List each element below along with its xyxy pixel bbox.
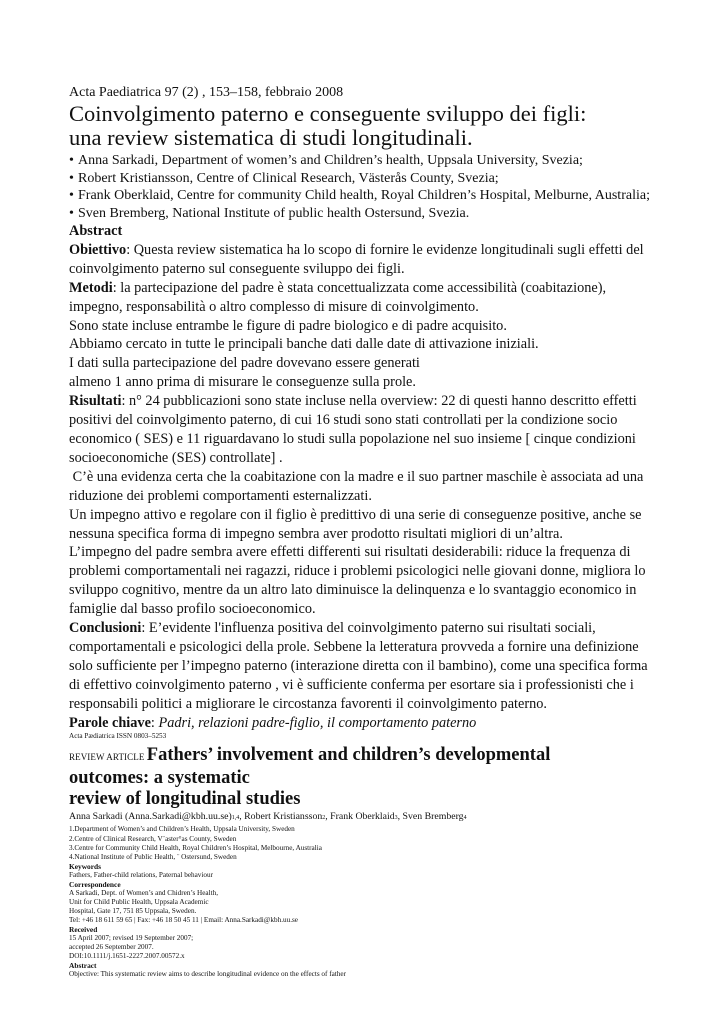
bullet-icon: • xyxy=(69,205,74,221)
article-type-label: REVIEW ARTICLE xyxy=(69,752,147,763)
journal-citation: Acta Paediatrica 97 (2) , 153–158, febbraio 2008 xyxy=(69,85,344,100)
metodi-paragraph-3: Abbiamo cercato in tutte le principali banche dati dalle date di attivazione iniziali. xyxy=(69,336,539,353)
italian-title-line-1: Coinvolgimento paterno e conseguente sviluppo dei figli: xyxy=(69,101,587,126)
affiliation-item: 4.National Institute of Public Health, ¨ Ostersund, Sweden xyxy=(69,853,237,862)
author-item: • Sven Bremberg, National Institute of public health Ostersund, Svezia. xyxy=(69,205,470,221)
keywords-label: Keywords xyxy=(69,862,102,872)
bullet-icon: • xyxy=(69,188,74,203)
affiliation-item: 2.Centre of Clinical Research, V¨aster°as County, Sweden xyxy=(69,834,237,843)
obiettivo-paragraph: Obiettivo: Questa review sistematica ha lo scopo di fornire le evidenze longitudinali sugli effetti del coinvolgimento paterno sul conseguente sviluppo dei figli. xyxy=(69,241,644,277)
metodi-paragraph: Metodi: la partecipazione del padre è stata concettualizzata come accessibilità (coabitazione), impegno, responsabilità o altro complesso di misure di coinvolgimento. xyxy=(69,279,607,315)
issn-line: Acta Pædiatrica ISSN 0803–5253 xyxy=(69,732,167,741)
affiliation-item: 3.Centre for Community Child Health, Royal Children’s Hospital, Melbourne, Australia xyxy=(69,843,322,852)
parole-chiave-label: Parole chiave xyxy=(69,714,151,731)
contact-line: Tel: +46 18 611 59 65 | Fax: +46 18 50 45 11 | Email: Anna.Sarkadi@kbh.uu.se xyxy=(69,916,298,925)
risultati-label: Risultati xyxy=(69,393,122,410)
risultati-paragraph-2: C’è una evidenza certa che la coabitazione con la madre e il suo partner maschile è associata ad una riduzione dei problemi comportamenti esternalizzati. xyxy=(69,468,647,504)
risultati-paragraph-4: L’impegno del padre sembra avere effetti differenti sui risultati desiderabili: riduce la frequenza di problemi comportamentali nei ragazzi, riduce i problemi psicologici nelle giovani donne, migliora lo sviluppo cognitivo, mentre da un altro lato diminuisce la delinquenza e lo svantaggio economico in famiglie dal basso profilo socioeconomico. xyxy=(69,544,646,618)
english-title-line-3: review of longitudinal studies xyxy=(69,789,301,810)
conclusioni-label: Conclusioni xyxy=(69,620,142,637)
english-title-line-1: Fathers’ involvement and children’s developmental xyxy=(146,745,551,766)
conclusioni-paragraph: Conclusioni: E’evidente l'influenza positiva del coinvolgimento paterno sui risultati sociali, comportamentali e psicologici della prole. Sebbene la letteratura provveda a fornire una definizione solo sufficiente per l’impegno paterno (interazione diretta con il bambino), come una specifica forma di effettivo coinvolgimento paterno , vi è sufficiente conferma per esortare sia i professionisti che i responsabili politici a migliorare le circostanza favorenti il coinvolgimento paterno. xyxy=(69,620,648,712)
received-block: 15 April 2007; revised 19 September 2007; accepted 26 September 2007. DOI:10.1111/j.1651-2227.2007.00572.x xyxy=(69,934,659,961)
metodi-paragraph-4b: almeno 1 anno prima di misurare le conseguenze sulla prole. xyxy=(69,374,416,391)
english-abstract-text: Objective: This systematic review aims to describe longitudinal evidence on the effects of father xyxy=(69,970,346,979)
correspondence-label: Correspondence xyxy=(69,880,121,890)
author-item: • Robert Kristiansson, Centre of Clinical Research, Västerås County, Svezia; xyxy=(69,170,499,186)
keywords-text: Fathers, Father-child relations, Paternal behaviour xyxy=(69,871,213,880)
bullet-icon: • xyxy=(69,153,74,168)
author-item: • Anna Sarkadi, Department of women’s and Children’s health, Uppsala University, Svezia; xyxy=(69,153,583,168)
metodi-paragraph-2: Sono state incluse entrambe le figure di padre biologico e di padre acquisito. xyxy=(69,317,507,334)
obiettivo-label: Obiettivo xyxy=(69,241,127,258)
risultati-paragraph-3: Un impegno attivo e regolare con il figlio è predittivo di una serie di conseguenze positive, anche se nessuna specifica forma di impegno sembra aver prodotto risultati migliori di un’altra. xyxy=(69,506,642,542)
affiliation-list xyxy=(69,825,659,862)
document-page xyxy=(69,84,659,979)
affiliation-item: 1.Department of Women’s and Children’s Health, Uppsala University, Sweden xyxy=(69,825,295,834)
italian-title-line-2: una review sistematica di studi longitudinali. xyxy=(69,125,473,150)
italian-abstract xyxy=(69,222,659,732)
doi-line: DOI:10.1111/j.1651-2227.2007.00572.x xyxy=(69,952,185,961)
metodi-paragraph-4a: I dati sulla partecipazione del padre dovevano essere generati xyxy=(69,355,420,372)
english-title-line-2: outcomes: a systematic xyxy=(69,768,250,789)
bullet-icon: • xyxy=(69,170,74,186)
author-item: • Frank Oberklaid, Centre for community Child health, Royal Children’s Hospital, Melburne, Australia; xyxy=(69,188,650,203)
metodi-label: Metodi xyxy=(69,279,113,296)
correspondence-block: A Sarkadi, Dept. of Women’s and Chidren’s Health, Unit for Child Public Health, Uppsala Academic Hospital, Gate 17, 751 85 Uppsala, Sweden. Tel: +46 18 611 59 65 | Fax: +46 18 50 45 11 | Email: Anna.Sarkadi@kbh.uu.se xyxy=(69,889,659,925)
english-title xyxy=(69,745,659,810)
english-author-line: Anna Sarkadi (Anna.Sarkadi@kbh.uu.se)1,4, Robert Kristiansson2, Frank Oberklaid3, Sven Bremberg4 xyxy=(69,811,467,823)
parole-chiave-paragraph: Parole chiave: Padri, relazioni padre-figlio, il comportamento paterno xyxy=(69,714,477,731)
risultati-paragraph: Risultati: n° 24 pubblicazioni sono state incluse nella overview: 22 di questi hanno descritto effetti positivi del coinvolgimento paterno, di cui 16 studi sono stati controllati per la condizione socio economico ( SES) e 11 riguardavano lo studi sulla popolazione nel suo insieme [ cinque condizioni socioeconomiche (SES) controllate] . xyxy=(69,393,637,466)
received-label: Received xyxy=(69,925,98,935)
italian-title xyxy=(69,102,659,150)
italian-author-list xyxy=(69,152,659,222)
abstract-heading: Abstract xyxy=(69,223,123,239)
english-abstract-label: Abstract xyxy=(69,961,97,971)
